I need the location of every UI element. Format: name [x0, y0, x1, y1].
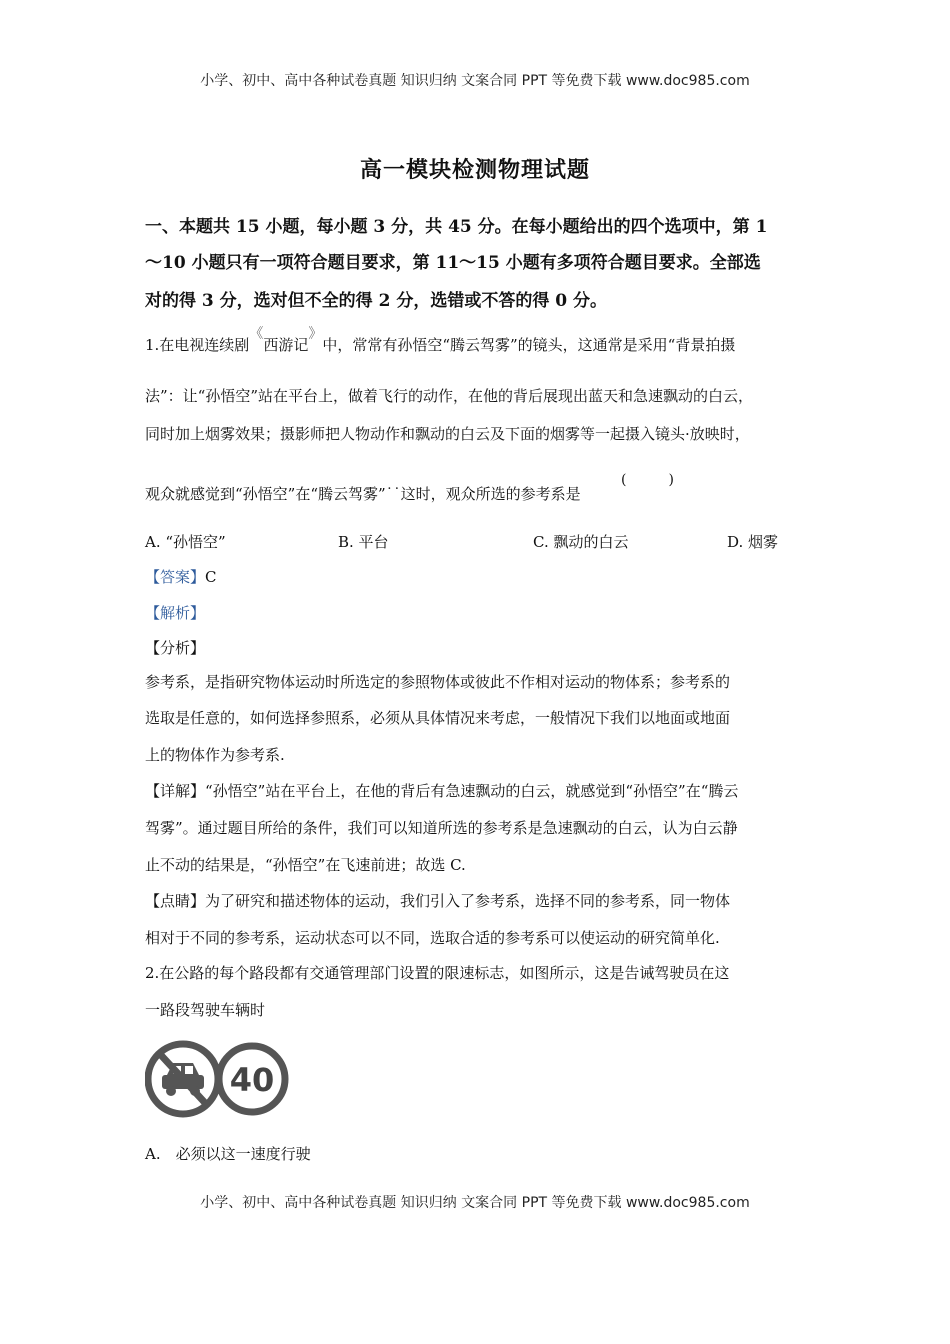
detail-line-2: 驾雾”。通过题目所给的条件，我们可以知道所选的参考系是急速飘动的白云，认为白云静: [145, 819, 738, 837]
speed-limit-sign-svg: [145, 1035, 290, 1123]
comment-line-2: 相对于不同的参考系，运动状态可以不同，选取合适的参考系可以使运动的研究简单化.: [145, 929, 720, 947]
q1-option-b: B. 平台: [338, 533, 389, 551]
q1-option-d: D. 烟雾: [727, 533, 779, 551]
section-instruction-line-1: 一、本题共 15 小题，每小题 3 分，共 45 分。在每小题给出的四个选项中，第 1: [145, 217, 768, 237]
q1-stem-line-2: 法”：让“孙悟空”站在平台上，做着飞行的动作，在他的背后展现出蓝天和急速飘动的白云，: [145, 387, 754, 405]
detail-line-3: 止不动的结果是，“孙悟空”在飞速前进；故选 C.: [145, 856, 466, 874]
page-title: 高一模块检测物理试题: [359, 157, 590, 183]
q1-stem-line-4: 观众就感觉到“孙悟空”在“腾云驾雾”˙˙这时，观众所选的参考系是: [145, 485, 581, 503]
q1-answer-paren: ( ): [621, 472, 674, 488]
no-car-sign-icon: [148, 1044, 218, 1114]
q1-drama-name: 西游记: [263, 336, 309, 354]
comment-text-1: 为了研究和描述物体的运动，我们引入了参考系，选择不同的参考系，同一物体: [205, 892, 731, 910]
answer-tag: 【答案】: [145, 568, 206, 586]
speed-limit-sign-figure: [145, 1035, 290, 1123]
q1-option-a: A. “孙悟空”: [145, 533, 226, 551]
q1-answer-line: [145, 566, 217, 587]
q1-stem-line-3: 同时加上烟雾效果；摄影师把人物动作和飘动的白云及下面的烟雾等一起摄入镜头·放映时，: [145, 425, 750, 443]
fenxi-tag: 【分析】: [145, 639, 206, 657]
page-footer: 小学、初中、高中各种试卷真题 知识归纳 文案合同 PPT 等免费下载 www.doc985.com: [200, 1195, 750, 1211]
comment-line-1: [145, 890, 730, 911]
analysis-tag: 【解析】: [145, 604, 206, 622]
detail-tag: 【详解】: [145, 782, 206, 800]
q1-right-title-mark: 》: [308, 326, 323, 342]
section-instruction-line-3: 对的得 3 分，选对但不全的得 2 分，选错或不答的得 0 分。: [145, 291, 607, 311]
q1-option-c: C. 飘动的白云: [533, 533, 629, 551]
q1-stem-line-1: [145, 326, 736, 355]
detail-line-1: [145, 780, 738, 801]
q2-option-a: A. 必须以这一速度行驶: [145, 1145, 311, 1163]
speed-limit-number: 40: [229, 1061, 275, 1099]
section-instruction-line-2: ～10 小题只有一项符合题目要求，第 11～15 小题有多项符合题目要求。全部选: [145, 253, 761, 273]
comment-tag: 【点睛】: [145, 892, 206, 910]
q2-stem-line-1: 2.在公路的每个路段都有交通管理部门设置的限速标志，如图所示，这是告诫驾驶员在这: [145, 964, 730, 982]
q1-stem-part-c: 中，常常有孙悟空“腾云驾雾”的镜头，这通常是采用“背景拍摄: [322, 336, 736, 354]
answer-value: C: [205, 568, 217, 586]
detail-text-1: “孙悟空”站在平台上，在他的背后有急速飘动的白云，就感觉到“孙悟空”在“腾云: [205, 782, 739, 800]
fenxi-line-1: 参考系，是指研究物体运动时所选定的参照物体或彼此不作相对运动的物体系；参考系的: [145, 673, 731, 691]
speed-limit-40-icon: [219, 1046, 285, 1112]
q1-left-title-mark: 《: [249, 326, 264, 342]
fenxi-line-3: 上的物体作为参考系.: [145, 746, 285, 764]
q2-stem-line-2: 一路段驾驶车辆时: [145, 1001, 266, 1019]
q1-stem-part-a: 1.在电视连续剧: [145, 336, 250, 354]
page-header: 小学、初中、高中各种试卷真题 知识归纳 文案合同 PPT 等免费下载 www.doc985.com: [200, 73, 750, 89]
fenxi-line-2: 选取是任意的，如何选择参照系，必须从具体情况来考虑，一般情况下我们以地面或地面: [145, 709, 731, 727]
